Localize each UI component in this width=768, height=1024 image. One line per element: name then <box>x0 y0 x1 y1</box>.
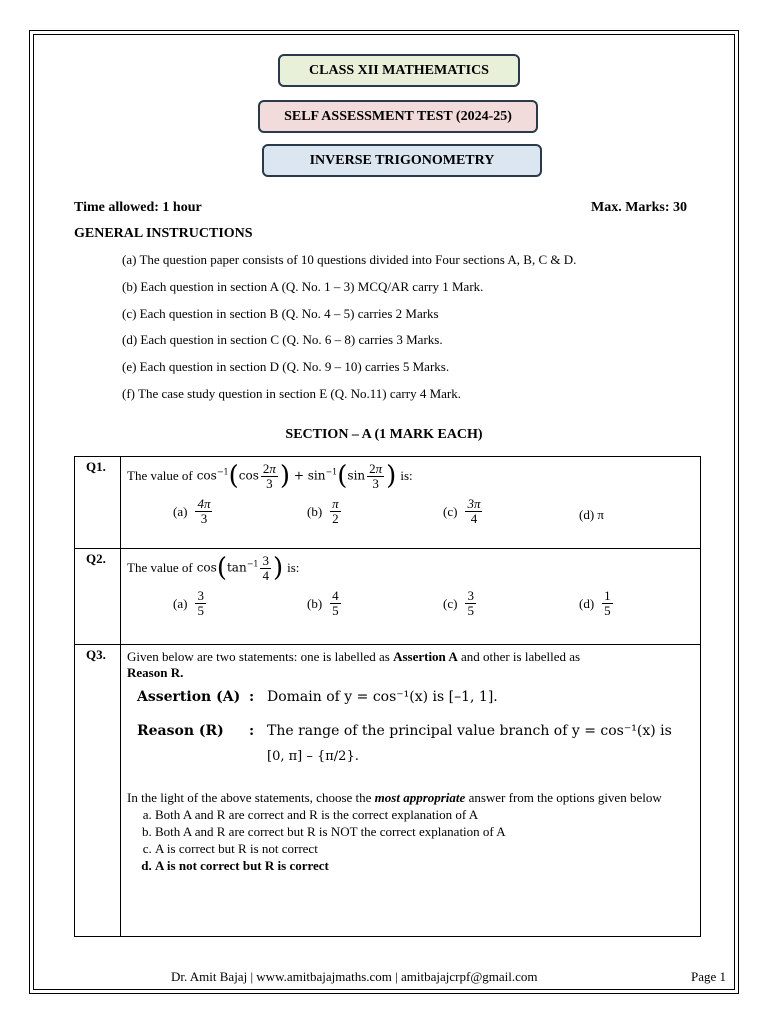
option-d[interactable] <box>579 507 604 523</box>
question-number: Q2. <box>75 549 121 645</box>
option-label: (c) <box>443 595 458 611</box>
q3-instruction-emphasis: most appropriate <box>374 790 466 805</box>
instruction-item: (e) Each question in section D (Q. No. 9 – 10) carries 5 Marks. <box>122 359 450 374</box>
q3-intro-text: and other is labelled as <box>457 649 581 664</box>
q3-intro-reason: Reason R. <box>127 665 184 680</box>
instruction-item: (f) The case study question in section E (Q. No.11) carry 4 Mark. <box>122 386 461 401</box>
question-content <box>121 457 701 549</box>
topic-title-box: INVERSE TRIGONOMETRY <box>262 144 542 177</box>
q3-instruction-text: In the light of the above statements, choose the <box>127 790 375 805</box>
page-number: Page 1 <box>691 969 727 984</box>
q3-instruction-text: answer from the options given below <box>465 790 662 805</box>
reason-text: The range of the principal value branch of y = cos⁻¹(x) is <box>267 723 672 739</box>
section-a-heading: SECTION – A (1 MARK EACH) <box>285 427 483 442</box>
q2-stem <box>127 553 694 583</box>
q3-intro <box>127 649 694 681</box>
option-denominator: 5 <box>197 603 204 618</box>
option-numerator: 3 <box>467 588 474 603</box>
q3-intro-text: Given below are two statements: one is labelled as <box>127 649 394 664</box>
option-denominator: 2 <box>332 511 339 526</box>
instruction-item: (d) Each question in section C (Q. No. 6 – 8) carries 3 Marks. <box>122 332 443 347</box>
max-marks: Max. Marks: 30 <box>591 200 688 215</box>
q3-choices <box>127 807 694 874</box>
q2-suffix: is: <box>287 560 300 575</box>
reason-statement: Reason (R) : The range of the principal value branch of y = cos⁻¹(x) is <box>137 723 672 739</box>
time-allowed: Time allowed: 1 hour <box>74 200 202 215</box>
option-label: (c) <box>443 503 458 519</box>
choice-c[interactable]: c. A is correct but R is not correct <box>155 841 694 857</box>
q3-instruction <box>127 790 694 806</box>
option-numerator: 3 <box>197 588 204 603</box>
option-numerator: π <box>332 496 339 511</box>
assertion-text: Domain of y = cos⁻¹(x) is [–1, 1]. <box>267 689 498 705</box>
option-denominator: 5 <box>467 603 474 618</box>
option-numerator: 3π <box>467 496 481 511</box>
q2-prefix: The value of <box>127 560 193 575</box>
q1-suffix: is: <box>400 468 413 483</box>
instruction-item: (b) Each question in section A (Q. No. 1 – 3) MCQ/AR carry 1 Mark. <box>122 279 484 294</box>
option-denominator: 4 <box>470 511 478 526</box>
assertion-label: Assertion (A) <box>137 689 241 705</box>
option-numerator: 1 <box>604 588 611 603</box>
question-number: Q3. <box>75 645 121 937</box>
option-label: (a) <box>173 503 188 519</box>
option-b[interactable] <box>307 589 343 618</box>
question-row-q3 <box>75 645 701 937</box>
footer-contact: Dr. Amit Bajaj | www.amitbajajmaths.com | amitbajajcrpf@gmail.com <box>171 969 538 984</box>
option-c[interactable] <box>443 589 478 618</box>
q2-expression: $\cos(\tan^{-1}$ $\frac{3}{4}$ ) <box>196 552 284 583</box>
question-content <box>121 645 701 937</box>
option-label: (b) <box>307 503 323 519</box>
question-number: Q1. <box>75 457 121 549</box>
q1-options <box>127 497 694 537</box>
question-content <box>121 549 701 645</box>
q1-prefix: The value of <box>127 468 193 483</box>
q1-stem <box>127 461 694 491</box>
general-instructions-heading: GENERAL INSTRUCTIONS <box>74 226 253 241</box>
choice-b[interactable]: b. Both A and R are correct but R is NOT the correct explanation of A <box>155 824 694 840</box>
option-numerator: 4 <box>332 588 339 603</box>
question-row-q1 <box>75 457 701 549</box>
questions-table <box>74 456 701 937</box>
option-label: (d) <box>579 595 595 611</box>
assertion-statement: Assertion (A) : Domain of y = cos⁻¹(x) is [–1, 1]. <box>137 689 498 705</box>
reason-set: [0, π] – {π/2}. <box>267 749 359 764</box>
option-denominator: 5 <box>332 603 339 618</box>
class-title-box: CLASS XII MATHEMATICS <box>278 54 520 87</box>
q3-intro-assertion: Assertion A <box>393 649 458 664</box>
option-label: (d) π <box>579 507 604 522</box>
choice-a[interactable]: a. Both A and R are correct and R is the correct explanation of A <box>155 807 694 823</box>
option-label: (b) <box>307 595 323 611</box>
choice-d[interactable]: d. A is not correct but R is correct <box>155 858 694 874</box>
option-a[interactable] <box>173 497 214 526</box>
option-a[interactable] <box>173 589 208 618</box>
question-row-q2 <box>75 549 701 645</box>
q1-expression: $\cos^{-1}(\cos$ $\frac{2\pi}{3}$ ) + $\sin^{-1}(\sin$ $\frac{2\pi}{3}$ ) <box>196 460 397 491</box>
reason-label: Reason (R) <box>137 723 224 739</box>
instruction-item: (c) Each question in section B (Q. No. 4 – 5) carries 2 Marks <box>122 306 439 321</box>
option-b[interactable] <box>307 497 343 526</box>
option-denominator: 5 <box>604 603 611 618</box>
test-title-box: SELF ASSESSMENT TEST (2024-25) <box>258 100 538 133</box>
option-label: (a) <box>173 595 188 611</box>
option-d[interactable] <box>579 589 615 618</box>
q2-options <box>127 589 694 629</box>
option-c[interactable] <box>443 497 484 526</box>
option-denominator: 3 <box>200 511 208 526</box>
option-numerator: 4π <box>197 496 211 511</box>
instruction-item: (a) The question paper consists of 10 questions divided into Four sections A, B, C & D. <box>122 252 577 267</box>
